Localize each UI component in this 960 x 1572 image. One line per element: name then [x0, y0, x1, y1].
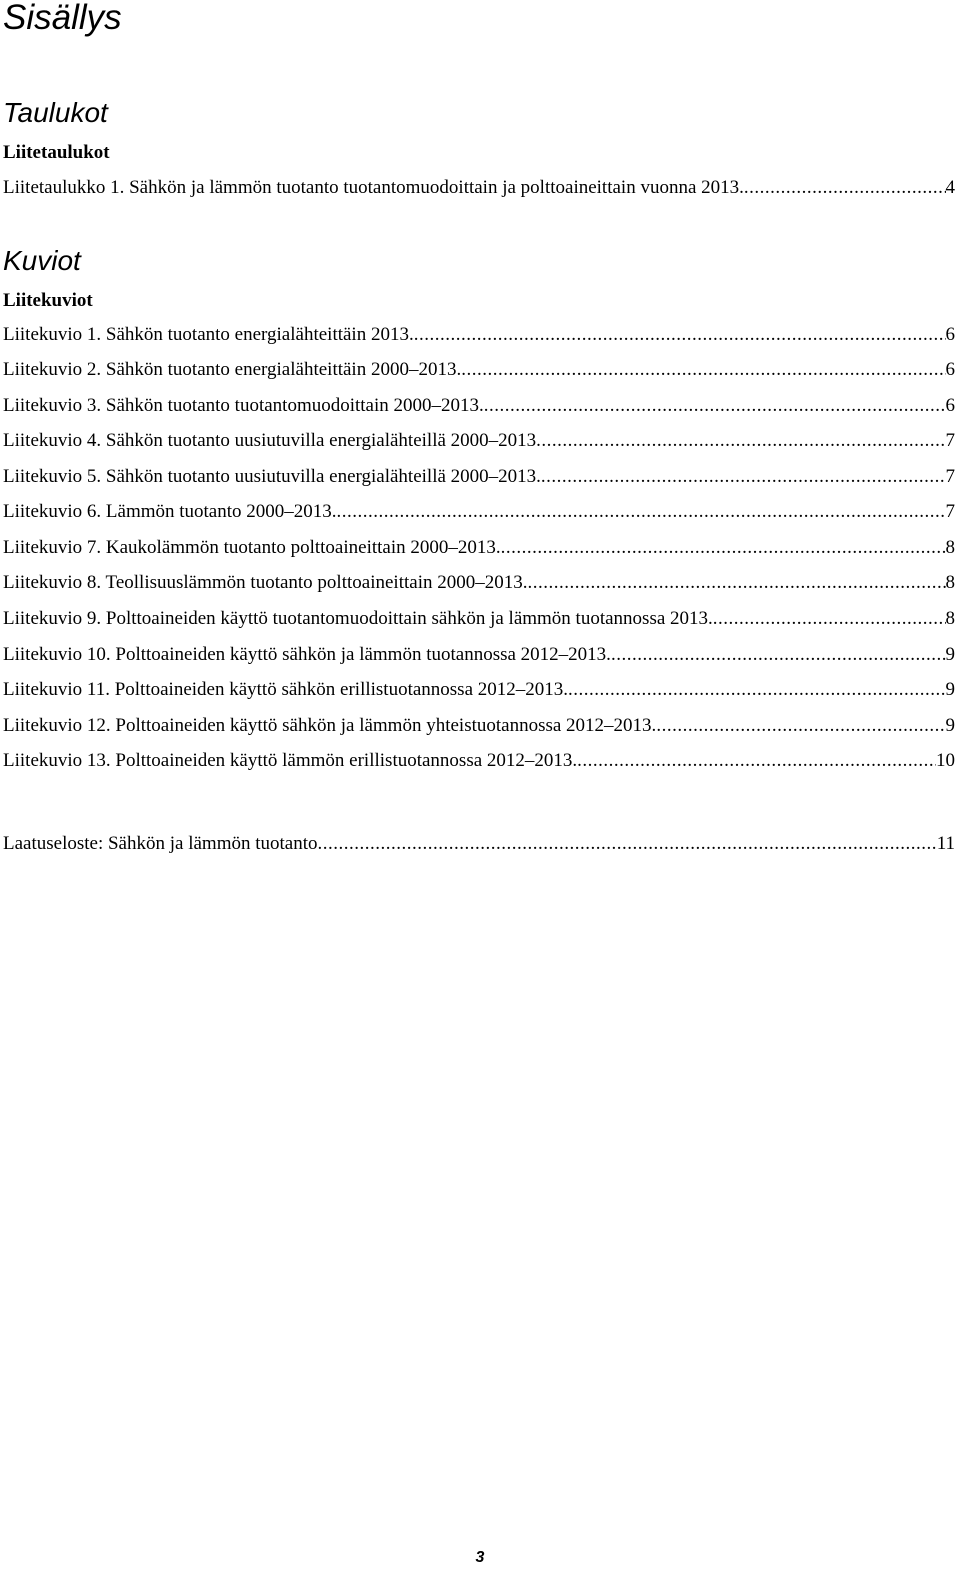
toc-entry-page: 11 — [936, 833, 955, 854]
dot-leader — [713, 607, 946, 631]
toc-entry-label: Liitekuvio 7. Kaukolämmön tuotanto polttoaineittain 2000–2013. — [3, 537, 501, 558]
toc-entry-page: 8 — [945, 608, 955, 629]
toc-entry-liitekuvio-5[interactable] — [3, 465, 955, 489]
subheading-liitetaulukot: Liitetaulukot — [3, 142, 110, 163]
section-heading-taulukot: Taulukot — [3, 97, 108, 128]
page-number: 3 — [475, 1549, 485, 1566]
toc-entry-page: 8 — [945, 572, 955, 593]
dot-leader — [744, 176, 946, 200]
toc-entry-page: 9 — [945, 715, 955, 736]
dot-leader — [318, 832, 937, 856]
toc-entry-page: 6 — [945, 359, 955, 380]
toc-entry-label: Liitekuvio 2. Sähkön tuotanto energialähteittäin 2000–2013. — [3, 359, 462, 380]
toc-entry-liitekuvio-11[interactable] — [3, 678, 955, 702]
toc-entry-page: 4 — [945, 177, 955, 198]
toc-entry-liitekuvio-6[interactable] — [3, 500, 955, 524]
toc-entry-label: Liitekuvio 1. Sähkön tuotanto energialähteittäin 2013. — [3, 324, 414, 345]
toc-entry-page: 6 — [945, 324, 955, 345]
dot-leader — [501, 536, 946, 560]
dot-leader — [611, 643, 946, 667]
toc-entry-page: 6 — [945, 395, 955, 416]
toc-entry-liitekuvio-9[interactable] — [3, 607, 955, 631]
toc-entry-liitekuvio-3[interactable] — [3, 394, 955, 418]
toc-entry-liitekuvio-10[interactable] — [3, 643, 955, 667]
dot-leader — [577, 749, 936, 773]
toc-entry-liitekuvio-1[interactable] — [3, 323, 955, 347]
toc-entry-page: 10 — [936, 750, 955, 771]
dot-leader — [541, 465, 946, 489]
page-title: Sisällys — [3, 0, 122, 37]
toc-entry-label: Liitekuvio 6. Lämmön tuotanto 2000–2013. — [3, 501, 337, 522]
toc-entry-page: 8 — [945, 537, 955, 558]
dot-leader — [527, 571, 945, 595]
toc-entry-page: 7 — [945, 466, 955, 487]
dot-leader — [536, 429, 945, 453]
dot-leader — [656, 714, 945, 738]
dot-leader — [484, 394, 946, 418]
toc-entry-liitekuvio-8[interactable] — [3, 571, 955, 595]
toc-entry-label: Liitekuvio 12. Polttoaineiden käyttö sähkön ja lämmön yhteistuotannossa 2012–2013. — [3, 715, 657, 736]
toc-entry-label: Liitekuvio 11. Polttoaineiden käyttö sähkön erillistuotannossa 2012–2013. — [3, 679, 569, 700]
toc-entry-liitekuvio-2[interactable] — [3, 358, 955, 382]
toc-entry-page: 7 — [945, 501, 955, 522]
toc-entry-label: Liitekuvio 3. Sähkön tuotanto tuotantomuodoittain 2000–2013. — [3, 395, 484, 416]
toc-entry-label: Liitekuvio 10. Polttoaineiden käyttö sähkön ja lämmön tuotannossa 2012–2013. — [3, 644, 611, 665]
dot-leader — [414, 323, 946, 347]
toc-entry-label: Liitekuvio 13. Polttoaineiden käyttö lämmön erillistuotannossa 2012–2013. — [3, 750, 578, 771]
toc-entry-page: 9 — [945, 679, 955, 700]
toc-entry-label: Liitetaulukko 1. Sähkön ja lämmön tuotanto tuotantomuodoittain ja polttoaineittain vuonna 2013. — [3, 177, 744, 198]
toc-entry-page: 9 — [945, 644, 955, 665]
toc-entry-label: Liitekuvio 8. Teollisuuslämmön tuotanto polttoaineittain 2000–2013. — [3, 572, 528, 593]
toc-entry-label: Liitekuvio 4. Sähkön tuotanto uusiutuvilla energialähteillä 2000–2013 — [3, 430, 537, 451]
toc-entry-label: Liitekuvio 9. Polttoaineiden käyttö tuotantomuodoittain sähkön ja lämmön tuotannossa 2013. — [3, 608, 713, 629]
toc-entry-liitekuvio-12[interactable] — [3, 714, 955, 738]
toc-entry-liitekuvio-7[interactable] — [3, 536, 955, 560]
dot-leader — [337, 500, 946, 524]
toc-entry-liitekuvio-4[interactable] — [3, 429, 955, 453]
subheading-liitekuviot: Liitekuviot — [3, 290, 93, 311]
dot-leader — [568, 678, 945, 702]
toc-entry-label: Liitekuvio 5. Sähkön tuotanto uusiutuvilla energialähteillä 2000–2013. — [3, 466, 541, 487]
toc-entry-page: 7 — [945, 430, 955, 451]
toc-entry-liitetaulukko-1[interactable] — [3, 176, 955, 200]
toc-entry-label: Laatuseloste: Sähkön ja lämmön tuotanto — [3, 833, 318, 854]
dot-leader — [461, 358, 945, 382]
section-heading-kuviot: Kuviot — [3, 245, 81, 276]
toc-entry-liitekuvio-13[interactable] — [3, 749, 955, 773]
toc-entry-laatuseloste[interactable] — [3, 832, 955, 856]
